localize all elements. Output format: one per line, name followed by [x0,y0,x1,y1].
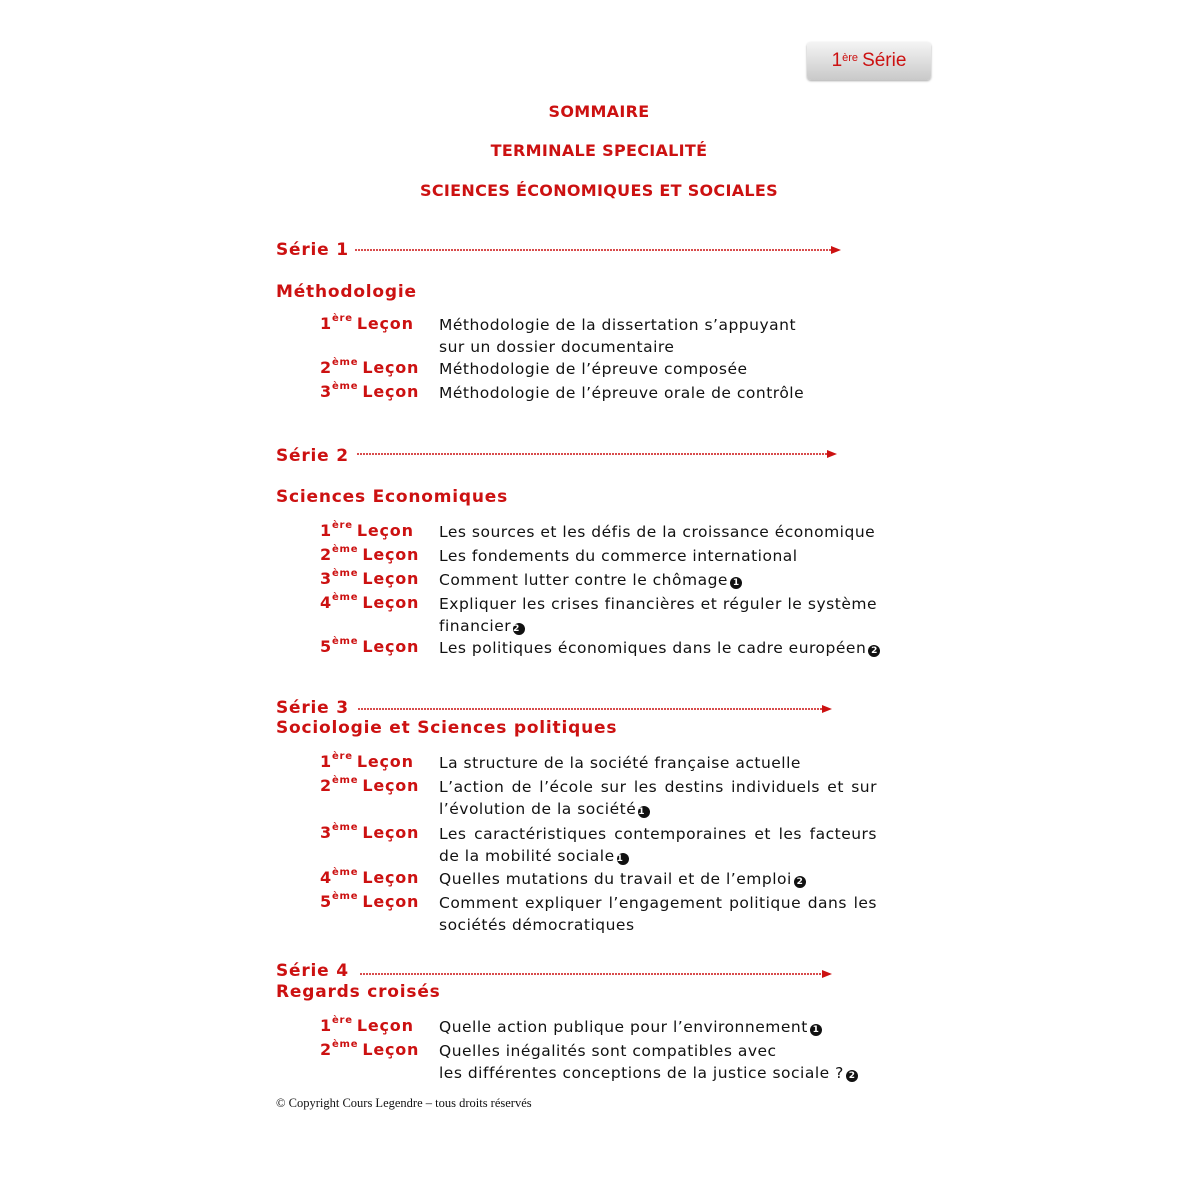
lesson-number: 4ème Leçon [320,866,420,887]
lesson-title: Quelles mutations du travail et de l’emploi 2 [439,868,877,890]
note-marker-icon: 2 [868,645,880,657]
serie-3-arrow-icon [358,704,834,714]
serie-4-heading: Regards croisés [276,982,441,1002]
lesson-number: 3ème Leçon [320,821,420,842]
lesson-title: Les sources et les défis de la croissance économique [439,523,876,541]
lesson-number: 2ème Leçon [320,356,420,377]
serie-tab-label: Série [862,50,907,71]
serie-tab-number: 1 [831,50,843,71]
note-marker-icon: 2 [846,1070,858,1082]
note-marker-icon: 2 [513,623,525,635]
serie-4-label: Série 4 [276,961,349,981]
serie-2-label: Série 2 [276,446,349,466]
lesson-number: 1ère Leçon [320,312,414,333]
lesson-number: 2ème Leçon [320,1038,420,1059]
lesson-title: Méthodologie de la dissertation s’appuyant sur un dossier documentaire [439,316,797,356]
note-marker-icon: 1 [617,853,629,865]
lesson-title: Comment expliquer l’engagement politique dans les sociétés démocratiques [439,894,877,934]
lesson-title: Quelles inégalités sont compatibles avec les différentes conceptions de la justice sociale ? 2 [439,1040,899,1084]
lesson-title: Les politiques économiques dans le cadre européen 2 [439,637,899,659]
serie-tab [807,42,931,80]
lesson-title: Les fondements du commerce international [439,547,798,565]
title-sommaire: SOMMAIRE [548,102,650,121]
serie-3-label: Série 3 [276,698,349,718]
note-marker-icon: 1 [810,1024,822,1036]
lesson-number: 5ème Leçon [320,890,420,911]
note-marker-icon: 1 [638,806,650,818]
lesson-number: 4ème Leçon [320,591,420,612]
serie-2-arrow-icon [357,449,839,459]
lesson-title: Comment lutter contre le chômage 1 [439,569,877,591]
lesson-title: L’action de l’école sur les destins individuels et sur l’évolution de la société 1 [439,778,877,818]
serie-tab-sup: ère [842,52,859,64]
title-terminale: TERMINALE SPECIALITÉ [490,141,708,160]
note-marker-icon: 2 [794,876,806,888]
serie-1-label: Série 1 [276,240,349,260]
lesson-title: Méthodologie de l’épreuve composée [439,360,748,378]
lesson-number: 1ère Leçon [320,750,414,771]
note-marker-icon: 1 [730,577,742,589]
lesson-number: 2ème Leçon [320,543,420,564]
lesson-title: Quelle action publique pour l’environnement 1 [439,1016,877,1038]
lesson-number: 3ème Leçon [320,567,420,588]
serie-3-heading: Sociologie et Sciences politiques [276,718,618,738]
lesson-number: 1ère Leçon [320,519,414,540]
copyright-notice: © Copyright Cours Legendre – tous droits réservés [276,1096,532,1110]
lesson-title: Méthodologie de l’épreuve orale de contrôle [439,384,805,402]
serie-1-arrow-icon [355,245,843,255]
lesson-title: La structure de la société française actuelle [439,754,801,772]
serie-2-heading: Sciences Economiques [276,487,509,507]
lesson-title: Expliquer les crises financières et réguler le système financier 2 [439,595,877,635]
lesson-number: 1ère Leçon [320,1014,414,1035]
serie-1-heading: Méthodologie [276,282,417,302]
lesson-number: 5ème Leçon [320,635,420,656]
lesson-number: 2ème Leçon [320,774,420,795]
lesson-number: 3ème Leçon [320,380,420,401]
lesson-title: Les caractéristiques contemporaines et les facteurs de la mobilité sociale 1 [439,825,877,865]
serie-4-arrow-icon [360,969,834,979]
title-ses: SCIENCES ÉCONOMIQUES ET SOCIALES [420,181,778,200]
